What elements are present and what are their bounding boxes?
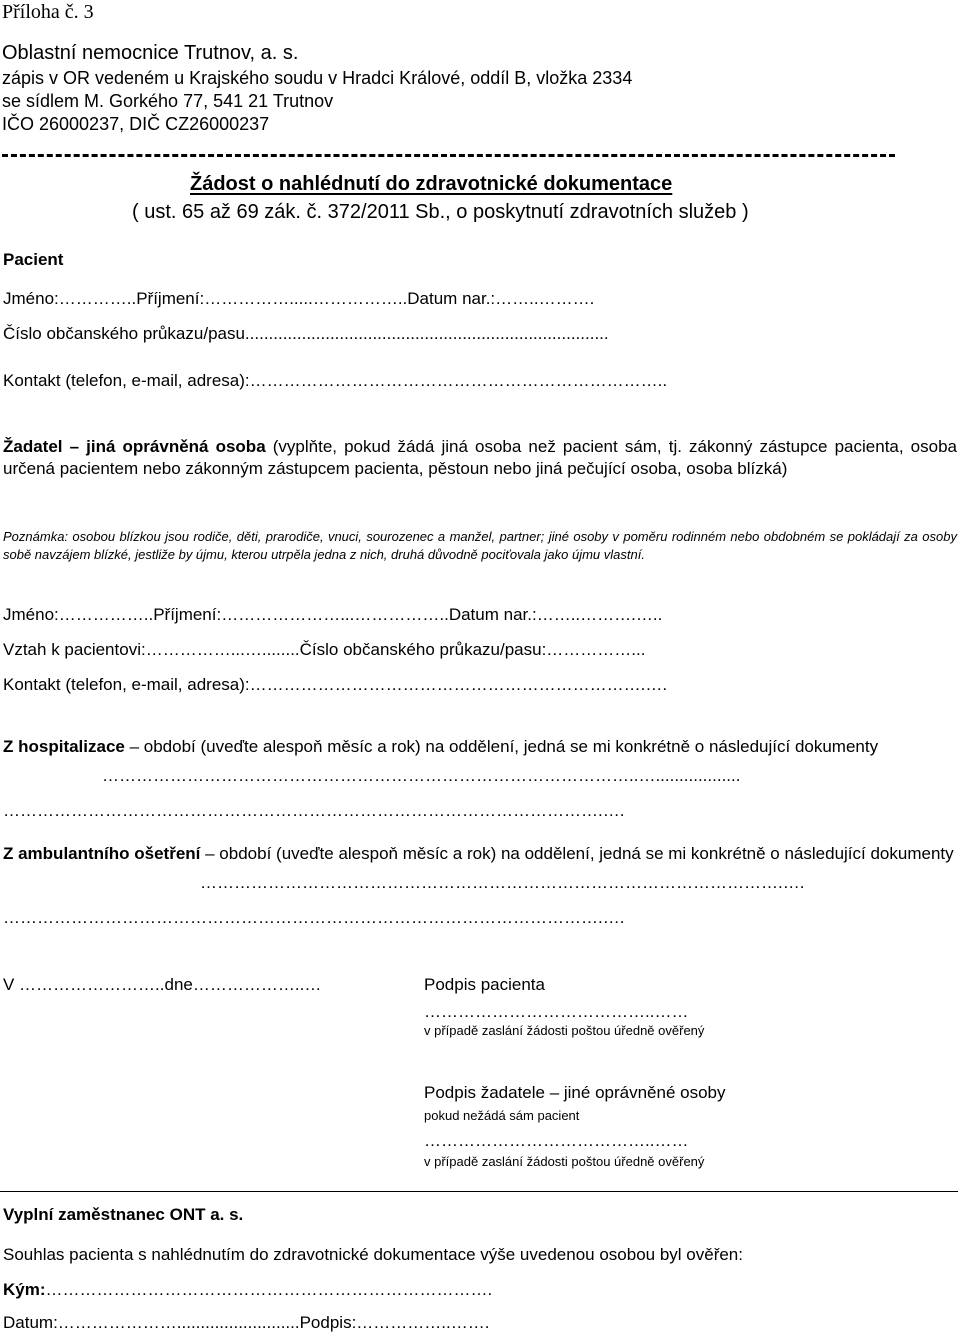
close-person-note: Poznámka: osobou blízkou jsou rodiče, děti, prarodiče, vnuci, sourozenec a manžel, partner; jiné osoby v poměru rodinném nebo obdobném se pokládají za osoby sobě navzájem blízké, jestliže by újmu, kterou utrpěla jedna z nich, druhá důvodně pociťovala jako újmu vlastní. <box>3 529 957 563</box>
header-separator <box>2 154 895 157</box>
organization-ids: IČO 26000237, DIČ CZ26000237 <box>2 114 270 134</box>
patient-id-document-field[interactable]: Číslo občanského průkazu/pasu............................................................................. <box>3 324 609 343</box>
patient-signature-label: Podpis pacienta <box>424 975 545 994</box>
applicant-relation-field[interactable]: Vztah k pacientovi:……………...…........Číslo občanského průkazu/pasu:……………... <box>3 640 646 659</box>
verified-by-dots: ……………………………………………………………………. <box>45 1280 493 1299</box>
applicant-section-heading <box>3 436 957 480</box>
applicant-signature-subnote: pokud nežádá sám pacient <box>424 1108 580 1123</box>
hospitalization-documents-field[interactable]: …………………………………………………………………………………..….................. <box>102 766 741 785</box>
patient-signature-field[interactable]: …………………………………..…… <box>424 1002 689 1021</box>
hospitalization-heading <box>3 730 957 765</box>
place-date-field[interactable]: V ……………………..dne………………..… <box>3 975 322 994</box>
applicant-signature-note: v případě zaslání žádosti poštou úředně ověřený <box>424 1154 705 1169</box>
staff-section-divider <box>0 1191 958 1192</box>
applicant-signature-field[interactable]: …………………………………..…… <box>424 1131 689 1150</box>
attachment-label: Příloha č. 3 <box>2 1 94 23</box>
outpatient-heading <box>3 837 957 872</box>
outpatient-documents-field[interactable]: ………………………………………………………………………………………….…. <box>200 873 805 892</box>
hospitalization-heading-bold: Z hospitalizace <box>3 737 125 756</box>
hospitalization-documents-field-2[interactable]: …………………………………………………………………………………………….…. <box>3 801 625 820</box>
form-legal-reference: ( ust. 65 až 69 zák. č. 372/2011 Sb., o poskytnutí zdravotních služeb ) <box>132 201 749 223</box>
hospitalization-heading-text: – období (uveďte alespoň měsíc a rok) na oddělení, jedná se mi konkrétně o následující dokumenty <box>124 737 879 756</box>
patient-contact-field[interactable]: Kontakt (telefon, e-mail, adresa):……………………………………………………………….. <box>3 371 668 390</box>
verified-by-label: Kým: <box>3 1280 46 1299</box>
applicant-heading-bold: Žadatel – jiná oprávněná osoba <box>3 437 266 456</box>
applicant-heading-text: (vyplňte, pokud žádá jiná osoba než pacient sám, tj. zákonný zástupce pacienta, osoba určená pacientem nebo zákonným zástupcem pacienta, pěstoun nebo jiná pečující osoba, osoba blízká) <box>3 437 957 479</box>
staff-date-signature-field[interactable]: Datum:…………………..........................Podpis:……………..……. <box>3 1313 490 1332</box>
verified-by-field[interactable] <box>3 1280 492 1300</box>
consent-statement: Souhlas pacienta s nahlédnutím do zdravotnické dokumentace výše uvedenou osobou byl ověřen: <box>3 1245 743 1264</box>
staff-section-heading: Vyplní zaměstnanec ONT a. s. <box>3 1205 244 1224</box>
applicant-name-field[interactable]: Jméno:……………..Příjmení:…………………...……………..Datum nar.:……..……….….. <box>3 605 663 624</box>
organization-name: Oblastní nemocnice Trutnov, a. s. <box>2 42 299 64</box>
organization-address: se sídlem M. Gorkého 77, 541 21 Trutnov <box>2 91 334 111</box>
patient-signature-note: v případě zaslání žádosti poštou úředně ověřený <box>424 1023 705 1038</box>
registry-info: zápis v OR vedeném u Krajského soudu v Hradci Králové, oddíl B, vložka 2334 <box>2 68 633 88</box>
outpatient-heading-text: – období (uveďte alespoň měsíc a rok) na oddělení, jedná se mi konkrétně o následující dokumenty <box>200 844 954 863</box>
patient-name-field[interactable]: Jméno:…………..Příjmení:…………….....……………..Datum nar.:……..………. <box>3 289 595 308</box>
applicant-signature-label: Podpis žadatele – jiné oprávněné osoby <box>424 1083 726 1102</box>
form-title: Žádost o nahlédnutí do zdravotnické dokumentace <box>190 173 673 195</box>
outpatient-heading-bold: Z ambulantního ošetření <box>3 844 201 863</box>
patient-section-heading: Pacient <box>3 250 64 269</box>
applicant-contact-field[interactable]: Kontakt (telefon, e-mail, adresa):…………………………………………………………….…. <box>3 675 668 694</box>
outpatient-documents-field-2[interactable]: …………………………………………………………………………………………….…. <box>3 908 625 927</box>
